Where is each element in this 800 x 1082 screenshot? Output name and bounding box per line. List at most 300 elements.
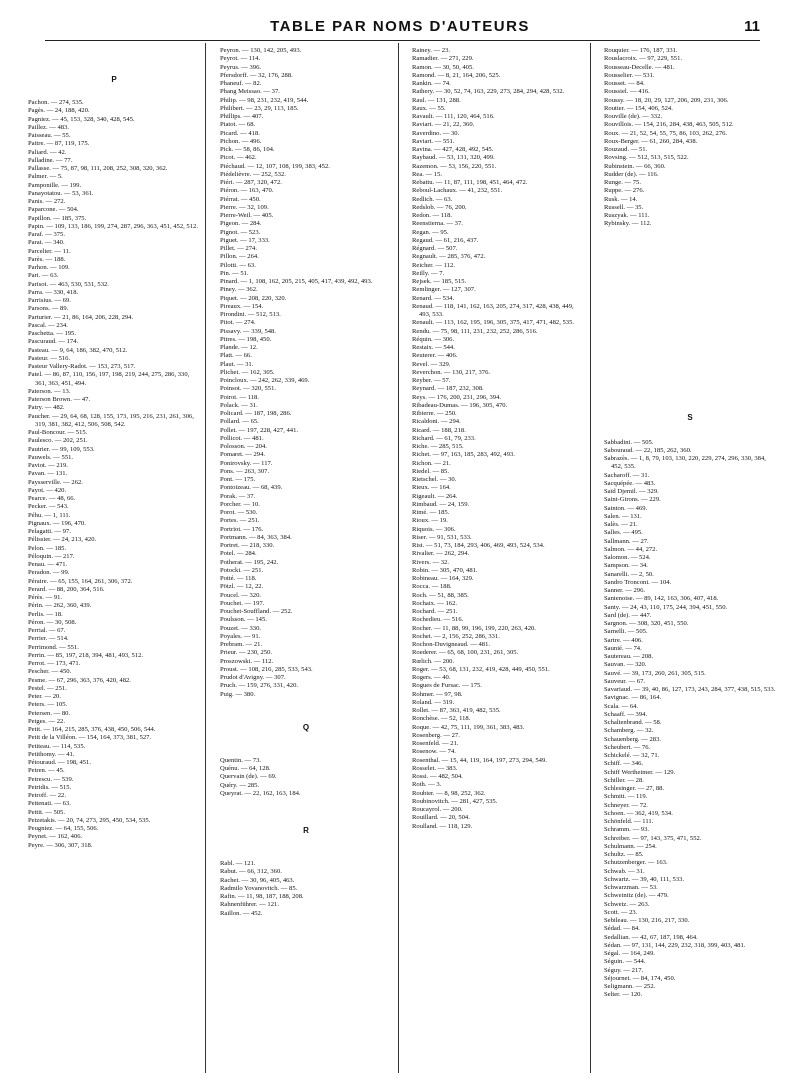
index-entry: Rubinstein. — 66, 360. (604, 162, 666, 170)
index-entry: Peyrus. — 396. (220, 63, 262, 71)
index-entry: Revel. — 329. (412, 360, 451, 368)
index-entry: Schiff. — 346. (604, 760, 644, 768)
index-entry: Schultz. — 85. (604, 851, 644, 858)
index-entry: Riser. — 91, 531, 533. (412, 533, 472, 541)
index-entry: Rist. — 51, 73, 184, 293, 406, 469, 493, 524, 534. (412, 542, 545, 549)
index-entry: Paucher. — 29, 64, 68, 128, 155, 173, 195, 216, 231, 261, 306, 319, 381, 382, 412, 506, 508, 542. (28, 412, 194, 428)
index-entry: Patel. — 86, 87, 110, 156, 197, 198, 219, 244, 275, 286, 330, 361, 363, 451, 494. (28, 371, 190, 387)
section-letter: Q (302, 722, 310, 732)
index-entry: Piérrat. — 450. (220, 195, 261, 203)
index-entry: Pettit. — 505. (28, 808, 65, 816)
index-entry: Paschetta. — 195. (28, 330, 76, 337)
index-entry: Schamberg. — 32. (604, 727, 654, 735)
index-entry: Selter. — 120. (604, 991, 643, 999)
index-entry: Raviart. — 551. (412, 137, 455, 145)
index-entry: Petren. — 45. (28, 767, 65, 775)
index-entry: Pescher. — 450. (28, 668, 72, 676)
index-entry: Remlinger. — 127, 307. (412, 286, 476, 294)
index-entry: Poucel. — 320. (220, 591, 262, 599)
index-entry: Phillips. — 407. (220, 113, 264, 120)
header-rule (45, 40, 760, 41)
index-entry: Roubinovitch. — 281, 427, 535. (412, 797, 498, 805)
index-entry: Pasteau. — 9, 64, 186, 382, 470, 512. (28, 346, 128, 354)
index-entry: Portmann. — 84, 363, 384. (220, 533, 292, 541)
index-entry: Paterson Brown. — 47. (28, 396, 91, 403)
index-entry: Piney. — 362. (220, 286, 258, 294)
index-entry: Plaut. — 31. (220, 360, 254, 368)
index-entry: Richon. — 21. (412, 459, 451, 467)
index-entry: Pichon. — 496. (220, 137, 262, 145)
index-entry: Proust. — 108, 216, 285, 533, 543. (220, 665, 313, 673)
index-entry: Papin. — 109, 133, 186, 199, 274, 287, 296, 363, 451, 452, 512. (28, 222, 198, 230)
index-entry: Palmer. — 5. (28, 173, 63, 181)
index-entry: Plichet. — 162, 305. (220, 368, 275, 376)
index-entry: Pouzet. — 330. (220, 624, 262, 632)
index-entry: Richard. — 61, 79, 233. (412, 434, 476, 442)
index-entry: Schaaff. — 394. (604, 710, 648, 718)
index-entry: Paparcone. — 504. (28, 206, 79, 214)
index-entry: Petit. — 164, 215, 285, 376, 438, 450, 506, 544. (28, 726, 156, 733)
index-entry: Perrot. — 173, 471. (28, 660, 81, 667)
index-entry: Roux-Berger. — 61, 260, 284, 438. (604, 137, 698, 145)
index-entry: Paviot. — 219. (28, 462, 68, 469)
index-entry: Ponirovsky. — 117. (220, 459, 273, 467)
index-entry: Rouvillois. — 154, 216, 284, 438, 463, 505, 512. (604, 121, 734, 129)
index-entry: Panayotatou. — 53, 361. (28, 189, 94, 197)
index-entry: Pinard. — 1, 108, 162, 205, 215, 405, 417, 439, 492, 493. (220, 278, 373, 285)
index-entry: Raybaud. — 53, 131, 320, 499. (412, 154, 495, 162)
index-entry: Pelon. — 185. (28, 544, 67, 552)
index-entry: Quéry. — 285. (220, 781, 260, 789)
index-entry: Raux. — 55. (412, 104, 446, 112)
index-entry: Pavan. — 131. (28, 470, 68, 478)
index-column-1 (28, 47, 200, 1072)
index-entry: Regan. — 95. (412, 228, 449, 236)
index-entry: Rahnenführer. — 121. (220, 901, 279, 909)
index-entry: Riquois. — 306. (412, 525, 456, 533)
index-entry: Sarnelli. — 505. (604, 628, 648, 636)
index-entry: Roque. — 42, 75, 111, 199, 361, 383, 483. (412, 723, 525, 731)
index-entry: Scheubert. — 76. (604, 743, 651, 751)
running-head (0, 18, 800, 40)
index-entry: Roussiel. — 416. (604, 88, 650, 96)
index-entry: Petiteau. — 114, 535. (28, 742, 86, 750)
spacer (220, 798, 392, 826)
index-entry: Parsons. — 89. (28, 305, 69, 313)
index-entry: Rousseau-Decelle. — 481. (604, 63, 675, 71)
index-entry: Sebileau. — 130, 216, 217, 330. (604, 917, 690, 924)
index-entry: Roland. — 319. (412, 698, 455, 706)
index-entry: Prebram. — 21. (220, 641, 263, 648)
index-entry: Robineau. — 164, 329. (412, 575, 474, 582)
index-entry: Rosenberg. — 27. (412, 731, 460, 739)
index-entry: Ricaldoni. — 294. (412, 418, 461, 426)
index-entry: Perrin. — 85, 197, 218, 394, 481, 493, 512. (28, 651, 144, 659)
index-entry: Sauvé. — 39, 173, 260, 261, 305, 515. (604, 669, 706, 677)
index-entry: Schreiber. — 97, 143, 375, 471, 552. (604, 834, 702, 842)
index-entry: Radmilo Yovanovitch. — 85. (220, 884, 298, 892)
index-entry: Scala. — 64. (604, 702, 639, 710)
index-entry: Pallasse. — 75, 87, 98, 111, 208, 252, 308, 320, 362. (28, 165, 168, 172)
index-entry: Parcelier. — 11. (28, 247, 71, 255)
index-entry: Parhon. — 109. (28, 264, 70, 271)
index-entry: Rendu. — 75, 98, 111, 231, 232, 252, 286, 516. (412, 327, 538, 335)
index-entry: Rachet. — 30, 96, 405, 463. (220, 876, 295, 884)
index-entry: Raillon. — 452. (220, 909, 263, 917)
index-entry: Schwetz. — 263. (604, 900, 650, 908)
index-entry: Portes. — 251. (220, 517, 260, 525)
index-column-2 (220, 47, 392, 1072)
index-entry: Pouchet-Souffland. — 252. (220, 608, 293, 615)
index-entry: Ramond. — 8, 21, 164, 206, 525. (412, 71, 501, 79)
index-entry: Schaltenbrand. — 58. (604, 719, 662, 726)
index-entry: Parat. — 340. (28, 239, 65, 247)
index-entry: Pitres. — 198, 450. (220, 335, 272, 343)
index-entry: Sautereau. — 208. (604, 653, 654, 660)
index-entry: Pamponille. — 199. (28, 181, 82, 189)
index-entry: Ravault. — 111, 120, 464, 516. (412, 113, 495, 120)
index-entry: Piquet. — 208, 220, 320. (220, 294, 287, 302)
index-entry: Palladine. — 77. (28, 156, 73, 164)
index-entry: Poirot. — 118. (220, 393, 259, 401)
index-entry: Pasteur Vallery-Radot. — 153, 273, 517. (28, 363, 136, 370)
index-entry: Ramon. — 30, 50, 405. (412, 63, 474, 71)
index-entry: Sampson. — 34. (604, 562, 648, 570)
index-entry: Rybinsky. — 112. (604, 220, 652, 228)
index-entry: Ruszyak. — 111. (604, 212, 650, 219)
index-entry: Peter. — 20. (28, 693, 61, 700)
index-entry: Reboul-Lachaux. — 41, 232, 551. (412, 187, 503, 195)
index-entry: Schwab. — 31. (604, 867, 645, 875)
index-entry: Raviart. — 21, 22, 360. (412, 121, 475, 129)
index-entry: Petridis. — 515. (28, 783, 72, 791)
index-entry: Regnault. — 285, 376, 472. (412, 253, 486, 261)
column-divider (590, 43, 591, 1073)
spacer (220, 836, 392, 860)
index-entry: Pautrier. — 99, 109, 553. (28, 445, 95, 453)
index-entry: Sanarelli. — 2, 50. (604, 570, 654, 578)
index-entry: Sacquépée. — 483. (604, 479, 656, 487)
index-entry: Pfersdorff. — 32, 176, 288. (220, 71, 293, 79)
index-entry: Schweinitz (de). — 479. (604, 892, 669, 900)
index-entry: Philip. — 98, 231, 232, 419, 544. (220, 96, 309, 104)
index-entry: Plande. — 12. (220, 344, 258, 351)
index-entry: Pillon. — 264. (220, 253, 259, 261)
index-entry: Séguy. — 217. (604, 966, 644, 974)
index-entry: Paillez. — 483. (28, 123, 70, 131)
index-entry: Sainton. — 469. (604, 504, 648, 512)
index-entry: Platt. — 66. (220, 352, 252, 360)
index-entry: Paul-Boncour. — 515. (28, 429, 88, 436)
index-entry: Reuterer. — 406. (412, 352, 458, 360)
index-column-3 (412, 47, 584, 1072)
index-entry: Pick. — 58, 86, 104. (220, 146, 275, 153)
index-entry: Salen. — 131. (604, 512, 642, 520)
index-entry: Schiller. — 28. (604, 776, 644, 784)
index-entry: Périn. — 262, 360, 439. (28, 602, 92, 610)
index-entry: Pollicot. — 481. (220, 434, 264, 442)
index-entry: Sédad. — 84. (604, 925, 640, 933)
index-entry: Potté. — 118. (220, 575, 257, 582)
index-entry: Pons. — 263, 307. (220, 467, 270, 475)
index-entry: Rivalier. — 262, 294. (412, 550, 470, 558)
index-entry: Pillet. — 274. (220, 245, 257, 252)
index-entry: Phaneuf. — 82. (220, 80, 262, 87)
index-entry: Peters. — 105. (28, 701, 68, 709)
index-entry: Parès. — 188. (28, 255, 66, 263)
spacer (220, 733, 392, 757)
index-entry: Rocca. — 188. (412, 583, 452, 591)
index-entry: Pascuraud. — 174. (28, 338, 79, 346)
index-entry: Santenoise. — 89, 142, 163, 306, 407, 418. (604, 595, 719, 603)
index-entry: Rosselet. — 383. (412, 764, 458, 772)
index-entry: Potocki. — 251. (220, 566, 264, 574)
index-entry: Rosenfeld. — 21. (412, 740, 459, 747)
index-entry: Rosenthal. — 15, 44, 119, 164, 197, 273, 294, 549. (412, 756, 547, 764)
index-entry: Perrial. — 67. (28, 627, 66, 634)
index-entry: Petges. — 22. (28, 717, 65, 725)
index-entry: Peyrot. — 114. (220, 55, 261, 63)
index-entry: Reilly. — 7. (412, 269, 445, 277)
index-entry: Péron. — 30, 508. (28, 618, 77, 626)
index-entry: Rœlich. — 200. (412, 657, 455, 665)
index-entry: Seligmann. — 252. (604, 983, 656, 990)
index-entry: Paliard. — 42. (28, 148, 67, 156)
index-entry: Pollet. — 197, 228, 427, 441. (220, 426, 299, 434)
index-entry: Rioux. — 19. (412, 517, 448, 525)
index-entry: Sabrazès. — 1, 8, 79, 103, 130, 220, 229, 274, 296, 330, 384, 452, 535. (604, 455, 766, 471)
spacer (604, 229, 776, 413)
index-entry: Porak. — 37. (220, 492, 256, 500)
index-entry: Rathery. — 30, 52, 74, 163, 229, 273, 284, 294, 428, 532. (412, 88, 565, 96)
index-entry: Rebattu. — 11, 87, 111, 198, 451, 464, 472. (412, 179, 528, 186)
index-entry: Parra. — 330, 418. (28, 288, 79, 296)
index-entry: Renault. — 113, 162, 195, 196, 305, 375, 417, 471, 482, 535. (412, 319, 575, 327)
index-entry: Réquin. — 306. (412, 335, 455, 343)
index-entry: Schramm. — 93. (604, 826, 650, 834)
index-entry: Saïd Djemil. — 329. (604, 488, 659, 495)
index-entry: Rietschel. — 30. (412, 476, 457, 483)
index-entry: Schickelé. — 32, 71. (604, 752, 660, 759)
index-entry: Potherat. — 195, 242. (220, 558, 279, 566)
index-entry: Pilotti. — 63. (220, 261, 256, 269)
index-entry: Pauwels. — 551. (28, 453, 74, 461)
index-entry: Scott. — 23. (604, 908, 638, 916)
index-entry: Rochard. — 251. (412, 608, 458, 615)
index-entry: Perlis. — 18. (28, 610, 63, 618)
index-entry: Schulmann. — 254. (604, 842, 657, 850)
index-entry: Rogues de Fursac. — 175. (412, 682, 482, 690)
index-entry: Salmon. — 44, 272. (604, 545, 658, 553)
index-entry: Polosson. — 204. (220, 443, 267, 450)
index-entry: Pitot. — 274. (220, 319, 256, 327)
index-entry: Régnard. — 507. (412, 245, 458, 252)
index-entry: Pasteur. — 516. (28, 354, 71, 362)
index-entry: Sargnon. — 308, 320, 451, 550. (604, 620, 689, 627)
index-entry: Porot. — 530. (220, 509, 258, 516)
index-entry: Sandro Tronconi. — 104. (604, 578, 672, 586)
index-entry: Péloquin. — 217. (28, 552, 75, 560)
index-entry: Reyber. — 57. (412, 377, 451, 384)
index-entry: Rochaix. — 162. (412, 599, 458, 607)
index-entry: Philibert. — 23, 29, 113, 185. (220, 104, 299, 112)
index-entry: Schneyer. — 72. (604, 801, 648, 809)
index-entry: Petit de la Villéon. — 154, 164, 373, 381, 527. (28, 734, 152, 742)
index-entry: Schiff Wertheimer. — 129. (604, 768, 676, 776)
index-entry: Schönfeld. — 111. (604, 818, 654, 825)
index-entry: Sard (de). — 447. (604, 611, 652, 619)
index-entry: Sanner. — 296. (604, 587, 646, 594)
index-entry: Renaud. — 118, 141, 162, 163, 205, 274, 317, 428, 438, 449, 493, 533. (412, 302, 574, 318)
index-entry: Rosenow. — 74. (412, 748, 456, 756)
index-entry: Peyron. — 130, 142, 205, 493. (220, 47, 302, 54)
index-entry: Rimé. — 185. (412, 509, 450, 516)
index-entry: Piéri. — 287, 320, 472. (220, 179, 282, 186)
index-entry: Reicher. — 112. (412, 261, 455, 269)
index-entry: Poyales. — 91. (220, 632, 261, 640)
index-entry: Robin. — 305, 470, 481. (412, 566, 478, 574)
index-entry: Proszowski. — 112. (220, 657, 274, 665)
index-entry: Pari. — 63. (28, 272, 59, 280)
index-entry: Pachon. — 274, 535. (28, 99, 84, 106)
index-entry: Séguin. — 544. (604, 958, 646, 966)
index-entry: Pignot. — 523. (220, 228, 261, 236)
index-entry: Sauvan. — 320. (604, 661, 647, 669)
column-divider (205, 43, 206, 1073)
index-entry: Ribadeau-Dumas. — 196, 305, 470. (412, 401, 508, 409)
index-entry: Potel. — 284. (220, 550, 257, 558)
index-entry: Peynet. — 162, 406. (28, 833, 83, 841)
index-entry: Pollard. — 65. (220, 418, 259, 426)
index-entry: Ricard. — 188, 218. (412, 426, 466, 434)
index-entry: Rocher. — 11, 88, 99, 196, 199, 220, 263, 420. (412, 624, 536, 632)
index-entry: Reys. — 176, 200, 231, 296, 394. (412, 393, 502, 401)
index-entry: Pissavy. — 339, 548. (220, 327, 276, 335)
index-entry: Papillon. — 185, 375. (28, 214, 87, 222)
index-entry: Pireaux. — 154. (220, 302, 264, 310)
index-entry: Petroff. — 22. (28, 792, 66, 799)
index-entry: Regaud. — 61, 216, 437. (412, 236, 479, 244)
index-entry: Peradon. — 99. (28, 569, 70, 577)
index-entry: Rouzaud. — 51. (604, 146, 648, 153)
index-entry: Pignaux. — 196, 470. (28, 519, 86, 527)
index-entry: Pettenati. — 63. (28, 800, 71, 808)
index-entry: Rovsing. — 512, 513, 515, 522. (604, 154, 689, 162)
index-entry: Redlich. — 63. (412, 195, 453, 203)
index-entry: Portret. — 218, 330. (220, 542, 275, 549)
column-divider (398, 43, 399, 1073)
index-entry: Rejsek. — 185, 515. (412, 278, 467, 285)
index-entry: Rafin. — 11, 98, 187, 188, 208. (220, 893, 304, 900)
index-entry: Patry. — 482. (28, 404, 65, 412)
index-entry: Picot. — 462. (220, 154, 257, 162)
index-entry: Piatot. — 68. (220, 121, 256, 129)
index-entry: Rimbaud. — 24, 159. (412, 500, 470, 508)
index-entry: Poulsson. — 145. (220, 616, 267, 624)
index-entry: Schmitt. — 119. (604, 793, 648, 801)
index-entry: Saunié. — 74. (604, 644, 642, 652)
index-entry: Péraire. — 65, 155, 164, 261, 306, 372. (28, 577, 133, 585)
index-entry: Sauveur. — 67. (604, 677, 646, 685)
index-entry: Payot. — 420. (28, 486, 67, 494)
index-entry: Rouville (de). — 332. (604, 113, 663, 120)
index-entry: Paysserville. — 262. (28, 478, 83, 486)
index-entry: Redslob. — 76, 200. (412, 203, 467, 211)
index-entry: Schwarzman. — 53. (604, 884, 658, 891)
index-entry: Rollet. — 87, 363, 419, 482, 535. (412, 707, 501, 714)
index-entry: Raverdino. — 30. (412, 129, 460, 137)
index-entry: Rohmer. — 97, 98. (412, 690, 463, 698)
index-entry: Poincloux. — 242, 262, 339, 469. (220, 377, 310, 384)
index-entry: Portriot. — 176. (220, 525, 264, 533)
index-column-4 (604, 47, 776, 1072)
index-entry: Porcher. — 10. (220, 500, 260, 508)
index-entry: Russell. — 35. (604, 203, 644, 211)
index-entry: Rouslacroix. — 97, 229, 551. (604, 55, 683, 63)
index-entry: Piédelièvre. — 252, 532. (220, 170, 286, 178)
index-entry: Redon. — 118. (412, 212, 453, 219)
spacer (28, 47, 200, 75)
index-entry: Petithomy. — 41. (28, 750, 75, 758)
index-entry: Reenstierna. — 37. (412, 220, 463, 228)
index-entry: Rusk. — 14. (604, 195, 638, 203)
index-entry: Pierre. — 32, 109. (220, 203, 269, 211)
index-entry: Roch. — 51, 88, 385. (412, 591, 469, 599)
index-entry: Sacharoff. — 31. (604, 471, 650, 479)
index-entry: Phang Meissao. — 37. (220, 88, 280, 96)
index-entry: Sédan. — 97, 131, 144, 229, 232, 318, 399, 403, 481. (604, 941, 746, 949)
index-entry: Policard. — 187, 198, 286. (220, 410, 292, 417)
index-entry: Rankin. — 74. (412, 80, 451, 87)
index-entry: Rudder (de). — 116. (604, 170, 659, 178)
index-entry: Rouillard. — 20, 504. (412, 814, 470, 822)
index-entry: Perard. — 88, 200, 364, 516. (28, 585, 105, 593)
index-entry: Pötzl. — 12, 22. (220, 583, 264, 591)
index-entry: Sallmann. — 27. (604, 537, 649, 545)
index-entry: Runge. — 75. (604, 179, 641, 186)
index-entry: Roger. — 53, 68, 131, 232, 419, 428, 449, 450, 551. (412, 665, 550, 673)
index-entry: Roth. — 3. (412, 781, 442, 789)
spacer (604, 423, 776, 439)
index-entry: Pin. — 51. (220, 269, 249, 277)
spacer (28, 85, 200, 99)
index-entry: Pirondini. — 512, 513. (220, 311, 281, 318)
index-entry: Rabut. — 66, 312, 360. (220, 868, 282, 876)
index-entry: Razemon. — 53, 156, 220, 551. (412, 162, 497, 170)
index-entry: Prudot d'Avigny. — 307. (220, 674, 286, 681)
index-entry: Paulesco. — 202, 251. (28, 437, 88, 445)
index-entry: Sedallian. — 42, 67, 187, 198, 464. (604, 933, 698, 941)
index-entry: Quentin. — 73. (220, 756, 262, 764)
index-entry: Pont. — 175. (220, 476, 256, 483)
index-entry: Paterson. — 13. (28, 387, 71, 395)
index-entry: Pecker. — 543. (28, 503, 69, 511)
index-entry: Schutzenberger. — 163. (604, 859, 668, 867)
index-entry: Salomon. — 524. (604, 554, 651, 561)
index-entry: Picard. — 418. (220, 129, 260, 137)
index-entry: Reverchon. — 130, 217, 376. (412, 368, 491, 376)
index-entry: Pélissier. — 24, 213, 420. (28, 536, 97, 544)
index-entry: Rochon-Duvigneaud. — 481. (412, 641, 491, 648)
index-entry: Rochet. — 2, 156, 252, 286, 331. (412, 632, 500, 640)
index-entry: Pascal. — 234. (28, 321, 68, 329)
index-entry: Petzetakis. — 20, 74, 273, 295, 450, 534, 535. (28, 816, 151, 824)
section-letter: R (303, 826, 309, 835)
index-entry: Paisseau. — 55. (28, 132, 71, 139)
index-entry: Pelagatti. — 97. (28, 528, 71, 535)
page-title: TABLE PAR NOMS D'AUTEURS (270, 18, 530, 35)
index-entry: Reynard. — 187, 232, 308. (412, 385, 484, 393)
